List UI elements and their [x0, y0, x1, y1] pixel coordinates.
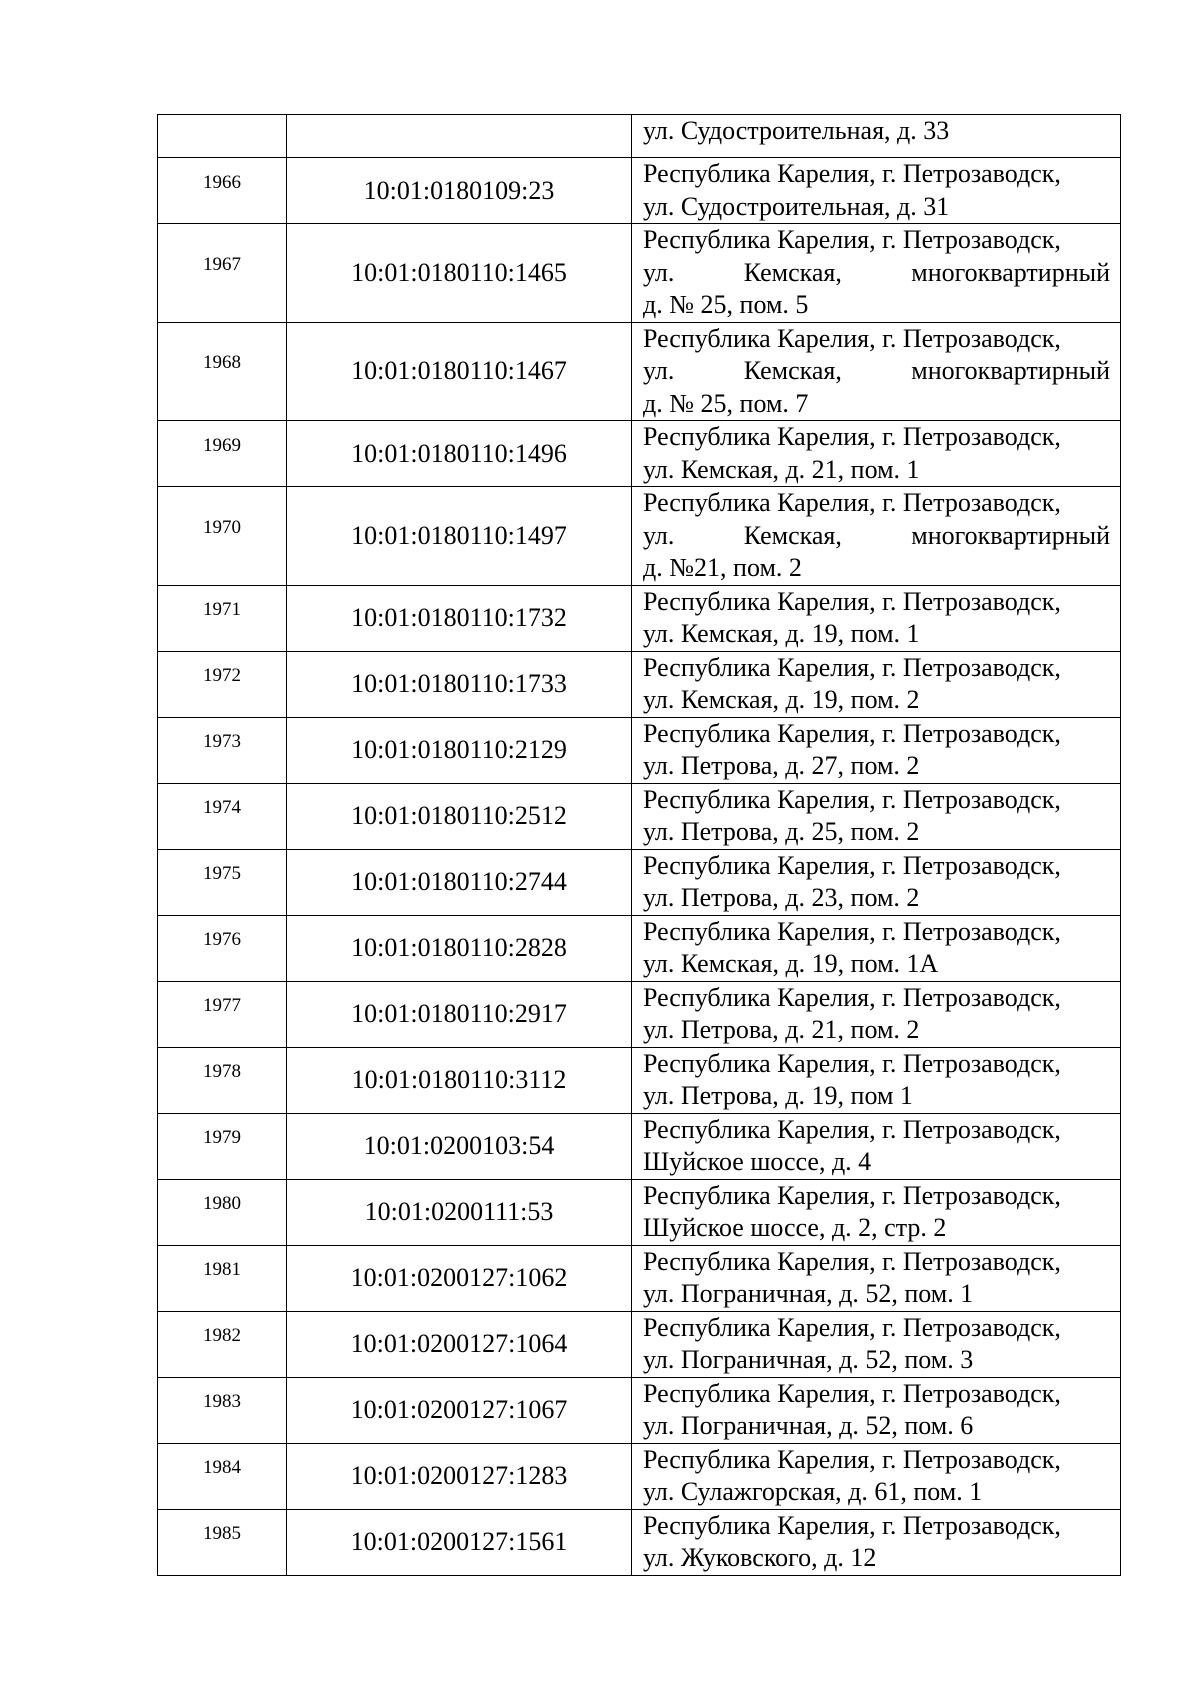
address-line: д. № 25, пом. 5	[643, 290, 809, 319]
address-cell	[632, 224, 1121, 323]
table-row	[158, 1179, 1121, 1245]
address-line: Республика Карелия, г. Петрозаводск,	[643, 1180, 1061, 1210]
address-line: ул. Кемская, д. 19, пом. 1	[643, 619, 920, 648]
row-number-cell	[158, 158, 287, 224]
address-cell	[632, 1443, 1121, 1509]
row-number-cell	[158, 1443, 287, 1509]
cadastral-number: 10:01:0180110:1732	[287, 585, 632, 651]
address-line: Республика Карелия, г. Петрозаводск,	[643, 718, 1061, 748]
address-line: Республика Карелия, г. Петрозаводск,	[643, 225, 1061, 254]
cadastral-number: 10:01:0180109:23	[287, 158, 632, 224]
address-line: Республика Карелия, г. Петрозаводск,	[643, 1048, 1061, 1078]
address-line: Республика Карелия, г. Петрозаводск,	[643, 916, 1061, 946]
table-row	[158, 1113, 1121, 1179]
row-number: 1981	[203, 1259, 241, 1280]
row-number: 1985	[203, 1523, 241, 1544]
address-line: ул. Петрова, д. 21, пом. 2	[643, 1015, 920, 1044]
address-line: д. № 25, пом. 7	[643, 388, 809, 418]
address-line: ул. Кемская, д. 19, пом. 1А	[643, 949, 939, 978]
address-cell	[632, 1245, 1121, 1311]
row-number-cell	[158, 1377, 287, 1443]
address-line: ул. Кемская, д. 19, пом. 2	[643, 685, 920, 714]
row-number: 1974	[203, 797, 241, 818]
row-number-cell	[158, 1509, 287, 1575]
cadastral-number: 10:01:0180110:2129	[287, 717, 632, 783]
row-number-cell	[158, 981, 287, 1047]
row-number: 1977	[203, 995, 241, 1016]
address-cell	[632, 1047, 1121, 1113]
address-line: ул. Судостроительная, д. 33	[643, 116, 950, 145]
table-row	[158, 915, 1121, 981]
cadastral-number: 10:01:0200127:1062	[287, 1245, 632, 1311]
cadastral-number: 10:01:0200127:1067	[287, 1377, 632, 1443]
row-number-cell	[158, 224, 287, 323]
row-number: 1984	[203, 1457, 241, 1478]
row-number-cell	[158, 421, 287, 487]
table-row	[158, 1245, 1121, 1311]
address-line: ул. Судостроительная, д. 31	[643, 191, 950, 221]
address-cell	[632, 1179, 1121, 1245]
address-cell	[632, 158, 1121, 224]
address-line: ул. Пограничная, д. 52, пом. 6	[643, 1411, 974, 1440]
cadastral-number: 10:01:0180110:2917	[287, 981, 632, 1047]
address-cell	[632, 487, 1121, 586]
address-line: ул. Кемская, многоквартирный	[643, 520, 1110, 550]
address-line: ул. Пограничная, д. 52, пом. 1	[643, 1279, 974, 1308]
cadastral-number: 10:01:0180110:2512	[287, 783, 632, 849]
table-row	[158, 1509, 1121, 1575]
address-line: Республика Карелия, г. Петрозаводск,	[643, 1246, 1061, 1276]
table-row	[158, 115, 1121, 158]
register-table-body	[158, 115, 1121, 1576]
cadastral-number: 10:01:0200127:1561	[287, 1509, 632, 1575]
row-number-cell	[158, 1113, 287, 1179]
address-cell	[632, 322, 1121, 421]
cadastral-number: 10:01:0180110:1733	[287, 651, 632, 717]
address-line: ул. Жуковского, д. 12	[643, 1543, 877, 1572]
address-line: Республика Карелия, г. Петрозаводск,	[643, 488, 1061, 517]
cadastral-number: 10:01:0200103:54	[287, 1113, 632, 1179]
row-number: 1968	[203, 352, 241, 374]
row-number: 1973	[203, 731, 241, 752]
table-row	[158, 158, 1121, 224]
address-line: ул. Кемская, д. 21, пом. 1	[643, 454, 920, 484]
row-number-cell	[158, 915, 287, 981]
address-line: Республика Карелия, г. Петрозаводск,	[643, 422, 1061, 451]
address-cell	[632, 981, 1121, 1047]
cadastral-number: 10:01:0180110:1465	[287, 224, 632, 323]
address-line: Республика Карелия, г. Петрозаводск,	[643, 1378, 1061, 1408]
address-line: Республика Карелия, г. Петрозаводск,	[643, 586, 1061, 616]
address-line: Республика Карелия, г. Петрозаводск,	[643, 323, 1061, 353]
address-line: Республика Карелия, г. Петрозаводск,	[643, 159, 1061, 188]
row-number-cell	[158, 1047, 287, 1113]
row-number-cell	[158, 717, 287, 783]
row-number-cell	[158, 487, 287, 586]
table-row	[158, 1443, 1121, 1509]
row-number: 1983	[203, 1391, 241, 1412]
row-number: 1972	[203, 665, 241, 686]
address-cell	[632, 1509, 1121, 1575]
row-number: 1969	[203, 434, 241, 456]
address-cell	[632, 421, 1121, 487]
address-line: Республика Карелия, г. Петрозаводск,	[643, 652, 1061, 682]
row-number-cell	[158, 1179, 287, 1245]
cadastral-number: 10:01:0180110:1497	[287, 487, 632, 586]
row-number-cell	[158, 322, 287, 421]
table-row	[158, 717, 1121, 783]
address-line: Шуйское шоссе, д. 4	[643, 1147, 872, 1176]
address-line: ул. Петрова, д. 23, пом. 2	[643, 883, 920, 912]
cadastral-number: 10:01:0180110:2828	[287, 915, 632, 981]
address-line: ул. Петрова, д. 19, пом 1	[643, 1081, 913, 1110]
table-row	[158, 322, 1121, 421]
address-cell	[632, 1311, 1121, 1377]
address-cell	[632, 115, 1121, 158]
table-row	[158, 224, 1121, 323]
address-line: Республика Карелия, г. Петрозаводск,	[643, 1114, 1061, 1144]
row-number-cell	[158, 849, 287, 915]
row-number: 1966	[203, 171, 241, 193]
row-number: 1975	[203, 863, 241, 884]
address-line: Республика Карелия, г. Петрозаводск,	[643, 784, 1061, 814]
row-number-cell	[158, 1311, 287, 1377]
address-line: ул. Петрова, д. 27, пом. 2	[643, 751, 920, 780]
address-line: ул. Кемская, многоквартирный	[643, 356, 1110, 385]
address-line: Республика Карелия, г. Петрозаводск,	[643, 982, 1061, 1012]
table-row	[158, 849, 1121, 915]
address-line: Республика Карелия, г. Петрозаводск,	[643, 850, 1061, 880]
table-row	[158, 981, 1121, 1047]
row-number: 1980	[203, 1193, 241, 1214]
address-cell	[632, 915, 1121, 981]
address-line: Республика Карелия, г. Петрозаводск,	[643, 1510, 1061, 1540]
row-number: 1976	[203, 929, 241, 950]
address-cell	[632, 783, 1121, 849]
address-cell	[632, 585, 1121, 651]
table-row	[158, 1047, 1121, 1113]
address-line: Республика Карелия, г. Петрозаводск,	[643, 1444, 1061, 1474]
table-row	[158, 487, 1121, 586]
row-number-cell	[158, 585, 287, 651]
row-number: 1978	[203, 1061, 241, 1082]
row-number: 1970	[203, 516, 241, 538]
row-number: 1982	[203, 1325, 241, 1346]
address-cell	[632, 1113, 1121, 1179]
address-cell	[632, 717, 1121, 783]
table-row	[158, 1311, 1121, 1377]
address-cell	[632, 849, 1121, 915]
address-line: ул. Кемская, многоквартирный	[643, 257, 1110, 287]
table-row	[158, 1377, 1121, 1443]
row-number: 1967	[203, 253, 241, 275]
row-number-cell	[158, 651, 287, 717]
address-line: Республика Карелия, г. Петрозаводск,	[643, 1312, 1061, 1342]
address-line: д. №21, пом. 2	[643, 553, 802, 582]
cadastral-number	[287, 115, 632, 158]
address-line: ул. Сулажгорская, д. 61, пом. 1	[643, 1477, 983, 1506]
property-register-table	[157, 114, 1121, 1576]
address-cell	[632, 651, 1121, 717]
cadastral-number: 10:01:0180110:3112	[287, 1047, 632, 1113]
address-line: ул. Пограничная, д. 52, пом. 3	[643, 1345, 974, 1374]
cadastral-number: 10:01:0200127:1283	[287, 1443, 632, 1509]
cadastral-number: 10:01:0180110:2744	[287, 849, 632, 915]
row-number-cell	[158, 115, 287, 158]
table-row	[158, 783, 1121, 849]
row-number-cell	[158, 1245, 287, 1311]
row-number: 1979	[203, 1127, 241, 1148]
cadastral-number: 10:01:0200111:53	[287, 1179, 632, 1245]
row-number: 1971	[203, 599, 241, 620]
cadastral-number: 10:01:0180110:1496	[287, 421, 632, 487]
table-row	[158, 421, 1121, 487]
address-cell	[632, 1377, 1121, 1443]
cadastral-number: 10:01:0200127:1064	[287, 1311, 632, 1377]
table-row	[158, 651, 1121, 717]
address-line: Шуйское шоссе, д. 2, стр. 2	[643, 1213, 947, 1242]
row-number-cell	[158, 783, 287, 849]
table-row	[158, 585, 1121, 651]
cadastral-number: 10:01:0180110:1467	[287, 322, 632, 421]
address-line: ул. Петрова, д. 25, пом. 2	[643, 817, 920, 846]
